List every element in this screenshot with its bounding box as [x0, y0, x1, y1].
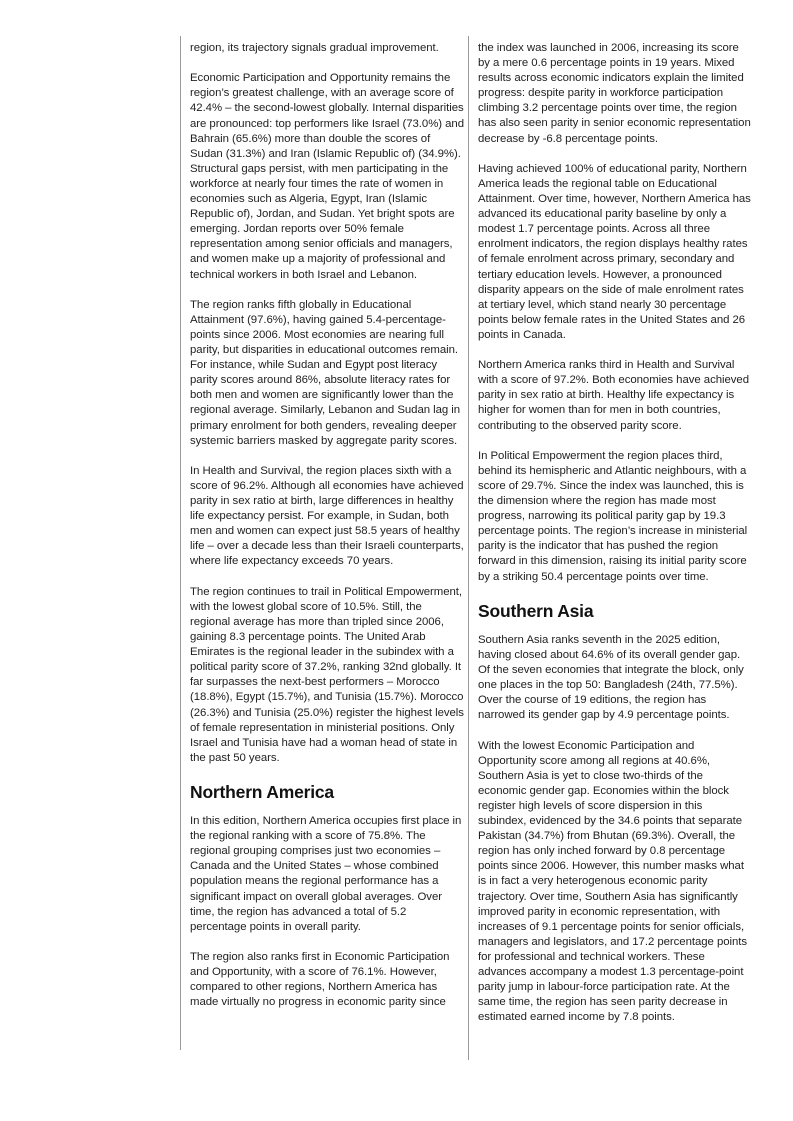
left-margin-rule — [180, 36, 181, 1050]
paragraph-political-empowerment: The region continues to trail in Political Empowerment, with the lowest global score of 10.5%. Still, the regional average has more than tripled since 2006, gaining 8.3 percentage points. The United Arab Emirates is the regional leader in the subindex with a political parity score of 37.2%, ranking 32nd globally. It far surpasses the next-best performers – Morocco (18.8%), Egypt (15.7%), and Tunisia (15.7%). Morocco (26.3%) and Tunisia (25.0%) register the highest levels of female representation in ministerial positions. Only Israel and Tunisia have had a woman head of state in the past 50 years. — [190, 585, 464, 764]
paragraph-na-health: Northern America ranks third in Health and Survival with a score of 97.2%. Both economies have achieved parity in sex ratio at birth. Healthy life expectancy is higher for women than for men in both countries, contributing to the observed parity score. — [478, 359, 749, 432]
paragraph-na-economic: The region also ranks first in Economic Participation and Opportunity, with a score of 76.1%. However, compared to other regions, Northern America has made virtually no progress in economic parity since — [190, 951, 450, 1009]
paragraph-economic-participation: Economic Participation and Opportunity remains the region’s greatest challenge, with an average score of 42.4% – the second-lowest globally. Internal disparities are pronounced: top performers like Israel (73.0%) and Bahrain (65.6%) more than double the scores of Sudan (31.3%) and Iran (Islamic Republic of) (34.9%). Structural gaps persist, with men participating in the workforce at nearly four times the rate of women in economies such as Algeria, Egypt, Iran (Islamic Republic of), Jordan, and Sudan. Yet bright spots are emerging. Jordan reports over 50% female representation among senior officials and managers, and women make up a majority of professional and technical workers in both Israel and Lebanon. — [190, 72, 464, 281]
paragraph-educational-attainment: The region ranks fifth globally in Educational Attainment (97.6%), having gained 5.4-percentage-points since 2006. Most economies are nearing full parity, but disparities in educational outcomes remain. For instance, while Sudan and Egypt post literacy parity scores around 86%, absolute literacy rates for both men and women are significantly lower than the regional average. Similarly, Lebanon and Sudan lag in primary enrolment for both genders, revealing deeper systemic barriers masked by aggregate parity scores. — [190, 298, 461, 447]
paragraph-na-economic-continued: the index was launched in 2006, increasing its score by a mere 0.6 percentage points in 19 years. Mixed results across economic indicators explain the limited progress: despite parity in workforce participation climbing 3.2 percentage points over time, the region has also seen parity in senior economic representation decrease by -6.8 percentage points. — [478, 42, 751, 145]
column-divider-rule — [468, 36, 469, 1060]
paragraph-continuation: region, its trajectory signals gradual improvement. — [190, 42, 439, 54]
paragraph-sa-overview: Southern Asia ranks seventh in the 2025 edition, having closed about 64.6% of its overall gender gap. Of the seven economies that integrate the block, only one places in the top 50: Bangladesh (24th, 77.5%). Over the course of 19 editions, the region has narrowed its gender gap by 4.9 percentage points. — [478, 633, 744, 722]
paragraph-na-overview: In this edition, Northern America occupies first place in the regional ranking with a score of 75.8%. The regional grouping comprises just two economies – Canada and the United States – whose combined population means the regional performance has a significant impact on overall global averages. Over time, the region has advanced a total of 5.2 percentage points in overall parity. — [190, 815, 462, 933]
section-heading-southern-asia: Southern Asia — [478, 600, 594, 621]
section-heading-northern-america: Northern America — [190, 782, 334, 803]
paragraph-health-survival: In Health and Survival, the region places sixth with a score of 96.2%. Although all economies have achieved parity in sex ratio at birth, large differences in healthy life expectancy persist. For example, in Sudan, both men and women can expect just 58.5 years of healthy life – over a decade less than their Israeli counterparts, where life expectancy exceeds 70 years. — [190, 464, 464, 568]
right-column — [478, 41, 753, 1041]
paragraph-na-political: In Political Empowerment the region places third, behind its hemispheric and Atlantic neighbours, with a score of 29.7%. Since the index was launched, this is the dimension where the region has made most progress, narrowing its political parity gap by 19.3 percentage points. The region’s increase in ministerial parity is the indicator that has pushed the region forward in this dimension, raising its initial parity score by a striking 50.4 percentage points over time. — [478, 449, 748, 583]
paragraph-sa-economic: With the lowest Economic Participation and Opportunity score among all regions at 40.6%, Southern Asia is yet to close two-thirds of the economic gender gap. Economies within the block register high levels of score dispersion in this subindex, evidenced by the 34.6 points that separate Pakistan (34.7%) from Bhutan (69.3%). Overall, the region has only inched forward by 0.8 percentage points since 2006. However, this number masks what is in fact a very heterogenous economic parity trajectory. Over time, Southern Asia has significantly improved parity in economic representation, with increases of 9.1 percentage points for senior officials, managers and legislators, and 17.2 percentage points for professional and technical workers. These advances accompany a modest 1.3 percentage-point parity jump in labour-force participation rate. At the same time, the region has seen parity decrease in estimated earned income by 7.8 points. — [478, 739, 748, 1024]
left-column — [190, 41, 465, 1026]
paragraph-na-education: Having achieved 100% of educational parity, Northern America leads the regional table on Educational Attainment. Over time, however, Northern America has advanced its educational parity baseline by only a modest 1.7 percentage points. Across all three enrolment indicators, the region displays healthy rates of female enrolment across primary, secondary and tertiary education levels. However, a pronounced disparity appears on the side of male enrolment rates at tertiary level, which stand nearly 30 percentage points below female rates in the United States and 26 points in Canada. — [478, 162, 751, 341]
